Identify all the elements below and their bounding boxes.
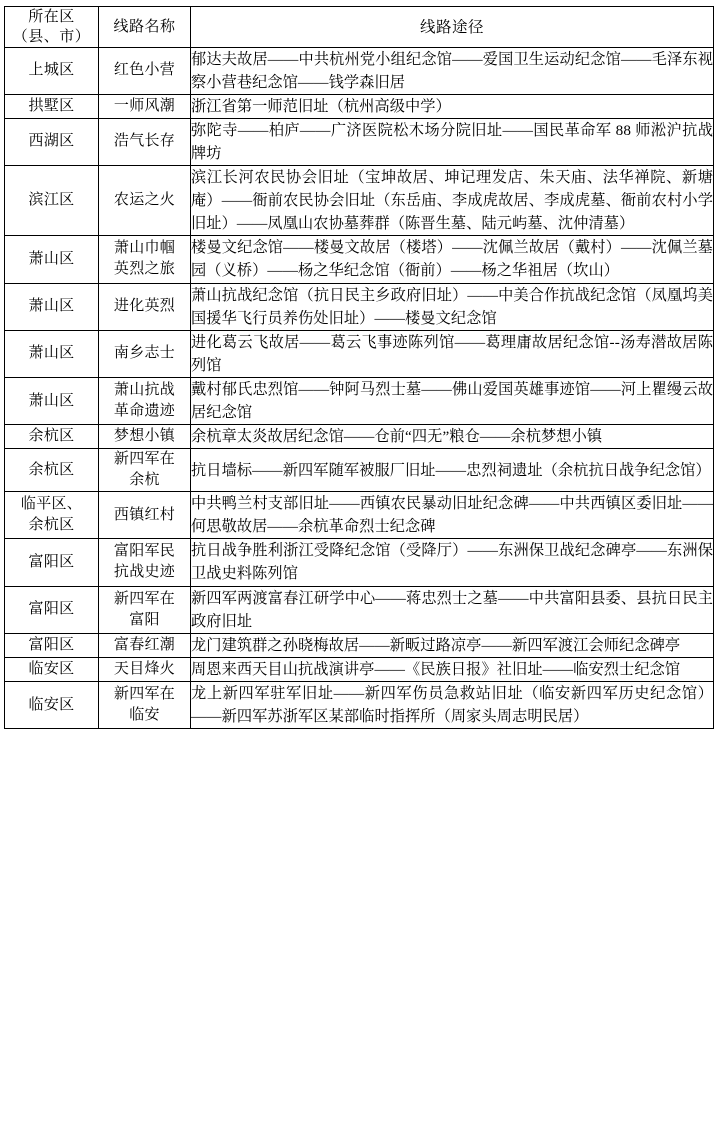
route-name-line: 富春红潮 (113, 636, 176, 653)
cell-district (5, 283, 99, 330)
cell-route-name (99, 633, 191, 657)
cell-route-path: 抗日战争胜利浙江受降纪念馆（受降厅）——东洲保卫战纪念碑亭——东洲保卫战史料陈列馆 (191, 539, 714, 586)
table-header-row (5, 7, 714, 48)
table-header (5, 7, 714, 48)
cell-district (5, 94, 99, 118)
route-name-line: 新四军在 (113, 686, 176, 703)
cell-district (5, 236, 99, 283)
table-row (5, 283, 714, 330)
cell-route-name (99, 657, 191, 681)
cell-district (5, 166, 99, 236)
cell-district (5, 47, 99, 94)
table-row (5, 449, 714, 492)
district-line: 临安区 (28, 696, 75, 713)
cell-route-path: 萧山抗战纪念馆（抗日民主乡政府旧址）——中美合作抗战纪念馆（凤凰坞美国援华飞行员养伤处旧址）——楼曼文纪念馆 (191, 283, 714, 330)
table-row (5, 633, 714, 657)
cell-district (5, 449, 99, 492)
cell-route-name (99, 425, 191, 449)
route-name-line: 萧山抗战 (113, 382, 176, 398)
route-name-line: 余杭 (129, 472, 160, 489)
district-line: 临平区、 (20, 496, 83, 513)
cell-route-name (99, 118, 191, 165)
column-header-district-line-1: 所在区 (28, 7, 75, 25)
table-row (5, 94, 714, 118)
route-name-line: 南乡志士 (113, 345, 176, 362)
cell-route-path: 余杭章太炎故居纪念馆——仓前“四无”粮仓——余杭梦想小镇 (191, 425, 714, 449)
route-name-line: 一师风潮 (113, 97, 176, 114)
cell-route-name (99, 47, 191, 94)
cell-route-path: 周恩来西天目山抗战演讲亭——《民族日报》社旧址——临安烈士纪念馆 (191, 657, 714, 681)
column-header-route-name-line-1: 线路名称 (113, 16, 176, 35)
cell-district (5, 586, 99, 633)
table-row (5, 377, 714, 424)
cell-route-name (99, 449, 191, 492)
cell-district (5, 633, 99, 657)
cell-route-path: 浙江省第一师范旧址（杭州高级中学） (191, 94, 714, 118)
route-name-line: 西镇红村 (113, 506, 176, 523)
route-name-line: 英烈之旅 (113, 261, 176, 278)
cell-route-name (99, 681, 191, 728)
route-name-line: 天目烽火 (113, 660, 176, 677)
district-line: 萧山区 (28, 250, 75, 267)
route-name-line: 新四军在 (113, 590, 176, 607)
cell-route-path: 滨江长河农民协会旧址（宝坤故居、坤记理发店、朱天庙、法华禅院、新塘庵）——衙前农民协会旧址（东岳庙、李成虎故居、李成虎墓、衙前农村小学旧址）——凤凰山农协墓葬群（陈晋生墓、陆元屿墓、沈仲清墓） (191, 166, 714, 236)
route-name-line: 富阳 (129, 611, 160, 628)
cell-district (5, 118, 99, 165)
table-row (5, 236, 714, 283)
cell-route-path: 郁达夫故居——中共杭州党小组纪念馆——爱国卫生运动纪念馆——毛泽东视察小营巷纪念馆——钱学森旧居 (191, 47, 714, 94)
cell-route-path: 新四军两渡富春江研学中心——蒋忠烈士之墓——中共富阳县委、县抗日民主政府旧址 (191, 586, 714, 633)
district-line: 萧山区 (28, 298, 75, 315)
cell-route-name (99, 166, 191, 236)
table-row (5, 681, 714, 728)
route-name-line: 浩气长存 (113, 133, 176, 150)
table-row (5, 425, 714, 449)
route-name-line: 红色小营 (113, 62, 176, 79)
table-row (5, 166, 714, 236)
cell-route-name (99, 492, 191, 539)
district-line: 富阳区 (28, 601, 75, 618)
district-line: 临安区 (28, 660, 75, 677)
table-row (5, 47, 714, 94)
table-row (5, 492, 714, 539)
route-name-line: 萧山巾帼 (113, 240, 176, 257)
district-line: 西湖区 (28, 133, 75, 150)
route-name-line: 临安 (129, 707, 160, 724)
cell-district (5, 377, 99, 424)
table-row (5, 657, 714, 681)
cell-route-name (99, 586, 191, 633)
red-tourism-routes-table (4, 6, 714, 729)
district-line: 萧山区 (28, 392, 75, 409)
cell-route-path: 龙门建筑群之孙晓梅故居——新畈过路凉亭——新四军渡江会师纪念碑亭 (191, 633, 714, 657)
route-name-line: 抗战史迹 (113, 564, 176, 581)
route-name-line: 富阳军民 (113, 543, 176, 560)
cell-route-name (99, 283, 191, 330)
route-name-line: 革命遗迹 (113, 403, 176, 419)
district-line: 上城区 (28, 62, 75, 79)
column-header-district-line-2: （县、市） (12, 26, 91, 45)
district-line: 富阳区 (28, 636, 75, 653)
cell-route-path: 戴村郁氏忠烈馆——钟阿马烈士墓——佛山爱国英雄事迹馆——河上瞿缦云故居纪念馆 (191, 377, 714, 424)
column-header-route-path (191, 7, 714, 48)
column-header-route-name (99, 7, 191, 48)
cell-district (5, 657, 99, 681)
cell-route-name (99, 330, 191, 377)
cell-route-name (99, 94, 191, 118)
table-row (5, 118, 714, 165)
cell-route-path: 楼曼文纪念馆——楼曼文故居（楼塔）——沈佩兰故居（戴村）——沈佩兰墓园（义桥）——杨之华纪念馆（衙前）——杨之华祖居（坎山） (191, 236, 714, 283)
cell-route-path: 抗日墙标——新四军随军被服厂旧址——忠烈祠遗址（余杭抗日战争纪念馆） (191, 449, 714, 492)
cell-route-path: 龙上新四军驻军旧址——新四军伤员急救站旧址（临安新四军历史纪念馆）——新四军苏浙军区某部临时指挥所（周家头周志明民居） (191, 681, 714, 728)
route-name-line: 新四军在 (113, 451, 176, 468)
table-body (5, 47, 714, 729)
district-line: 萧山区 (28, 345, 75, 362)
column-header-route-path-line-1: 线路途径 (419, 17, 484, 36)
cell-district (5, 425, 99, 449)
cell-route-name (99, 377, 191, 424)
cell-route-path: 中共鸭兰村支部旧址——西镇农民暴动旧址纪念碑——中共西镇区委旧址——何思敬故居——余杭革命烈士纪念碑 (191, 492, 714, 539)
route-name-line: 农运之火 (113, 192, 176, 209)
table-row (5, 330, 714, 377)
cell-district (5, 681, 99, 728)
district-line: 余杭区 (28, 428, 75, 445)
district-line: 滨江区 (28, 192, 75, 209)
cell-route-path: 弥陀寺——柏庐——广济医院松木场分院旧址——国民革命军 88 师淞沪抗战牌坊 (191, 118, 714, 165)
column-header-district (5, 7, 99, 48)
route-name-line: 进化英烈 (113, 298, 176, 315)
district-line: 拱墅区 (28, 97, 75, 114)
table-row (5, 539, 714, 586)
cell-route-path: 进化葛云飞故居——葛云飞事迹陈列馆——葛理庸故居纪念馆--汤寿潜故居陈列馆 (191, 330, 714, 377)
cell-route-name (99, 539, 191, 586)
cell-district (5, 492, 99, 539)
district-line: 余杭区 (28, 461, 75, 478)
route-name-line: 梦想小镇 (113, 428, 176, 445)
cell-district (5, 539, 99, 586)
cell-route-name (99, 236, 191, 283)
cell-district (5, 330, 99, 377)
district-line: 余杭区 (28, 517, 75, 534)
table-row (5, 586, 714, 633)
district-line: 富阳区 (28, 553, 75, 570)
